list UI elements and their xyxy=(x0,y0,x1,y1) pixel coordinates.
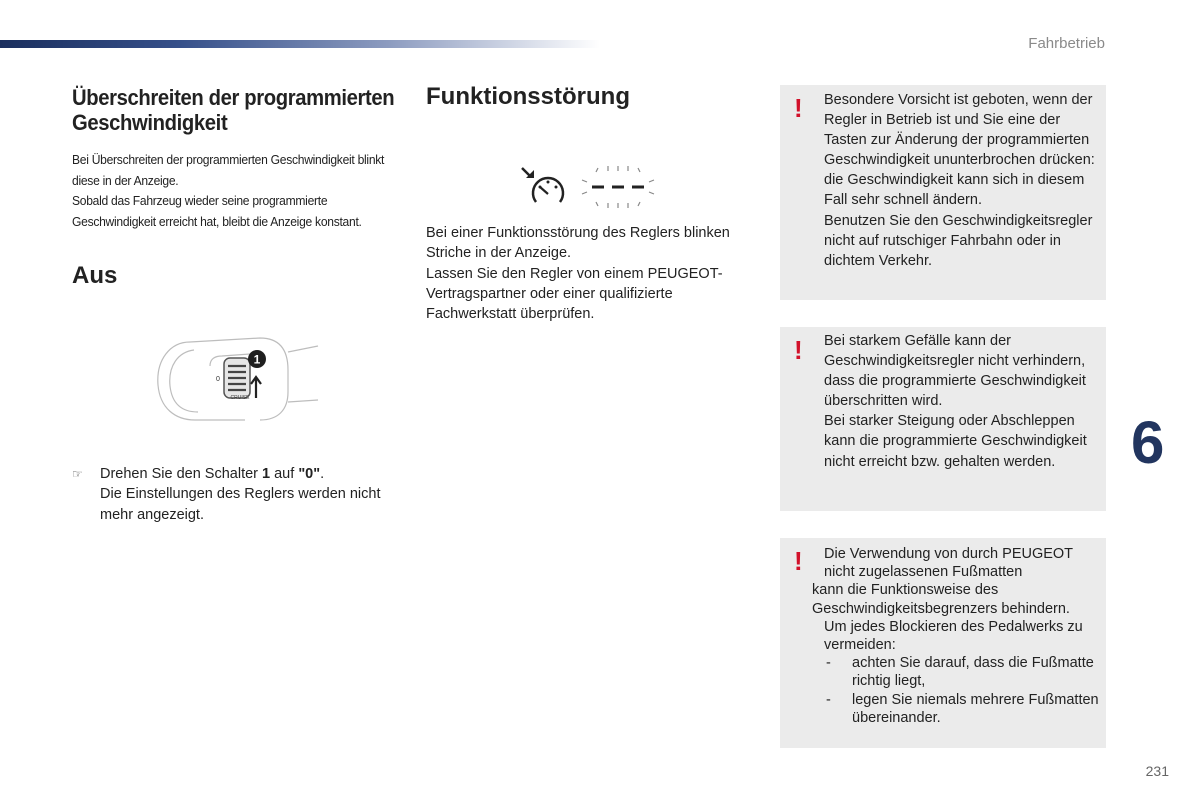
heading-off: Aus xyxy=(72,262,118,289)
heading-malfunction: Funktionsstörung xyxy=(426,83,630,110)
warning-2-text: Bei starkem Gefälle kann der Geschwindigkeitsregler nicht verhindern, dass die programmierte Geschwindigkeit überschritten wird. Bei starker Steigung oder Abschleppen kann die programmierte Geschwindigkeit nicht erreicht bzw. gehalten werden. xyxy=(824,333,1087,470)
cruise-stalk-illustration xyxy=(150,330,325,430)
warning-3-list-item: - achten Sie darauf, dass die Fußmatte richtig liegt, xyxy=(826,655,1094,690)
cruise-label: CRUISE xyxy=(230,395,250,401)
page-number: 231 xyxy=(1145,763,1169,779)
warning-exclamation-icon: ! xyxy=(794,335,803,365)
switch-off-label: 0 xyxy=(216,376,220,383)
chapter-number: 6 xyxy=(1131,409,1165,476)
cruise-control-icon xyxy=(522,168,563,202)
header-accent-bar xyxy=(0,40,600,48)
arrow-up-icon xyxy=(251,377,261,398)
warning-box-3 xyxy=(780,538,1106,748)
chapter-title: Fahrbetrieb xyxy=(1028,35,1105,52)
overspeed-text xyxy=(72,150,393,232)
warning-box-2 xyxy=(780,327,1106,511)
warning-1-text: Besondere Vorsicht ist geboten, wenn der Regler in Betrieb ist und Sie eine der Tasten zur Änderung der programmierten Geschwindigkeit ununterbrochen drücken: die Geschwindigkeit kann sich in diesem Fall sehr schnell ändern. Benutzen Sie den Geschwindigkeitsregler nicht auf rutschiger Fahrbahn oder in dichtem Verkehr. xyxy=(824,92,1095,269)
warning-box-1 xyxy=(780,85,1106,300)
overspeed-paragraph-1: Bei Überschreiten der programmierten Geschwindigkeit blinkt diese in der Anzeige. xyxy=(72,152,385,188)
malfunction-paragraph-2: Lassen Sie den Regler von einem PEUGEOT-Vertragspartner oder einer qualifizierte Fachwerkstatt überprüfen. xyxy=(426,265,723,323)
warning-3-text: Die Verwendung von durch PEUGEOT nicht zugelassenen Fußmatten kann die Funktionsweise des Geschwindigkeitsbegrenzers behindern. Um jedes Blockieren des Pedalwerks zu vermeiden: - achten Sie darauf, dass die Fußmatte richtig liegt, - legen Sie niemals mehrere Fußmatten übereinander. xyxy=(824,545,1102,727)
switch-number: 1 xyxy=(253,352,261,367)
heading-overspeed: Überschreiten der programmierten Geschwindigkeit xyxy=(72,85,395,135)
warning-3-list-item: - legen Sie niemals mehrere Fußmatten übereinander. xyxy=(826,691,1099,726)
warning-exclamation-icon: ! xyxy=(794,93,803,123)
warning-exclamation-icon: ! xyxy=(794,546,803,576)
off-instruction-text: Drehen Sie den Schalter 1 auf "0". Die Einstellungen des Reglers werden nicht mehr angezeigt. xyxy=(100,466,381,523)
malfunction-paragraph-1: Bei einer Funktionsstörung des Reglers blinken Striche in der Anzeige. xyxy=(426,225,730,262)
malfunction-text xyxy=(426,223,761,324)
off-instruction-continuation: Die Einstellungen des Reglers werden nicht mehr angezeigt. xyxy=(100,486,381,523)
malfunction-display-illustration xyxy=(516,162,661,212)
hand-pointer-icon: ☞ xyxy=(72,467,83,481)
overspeed-paragraph-2: Sobald das Fahrzeug wieder seine programmierte Geschwindigkeit erreicht hat, bleibt die Anzeige konstant. xyxy=(72,193,362,229)
